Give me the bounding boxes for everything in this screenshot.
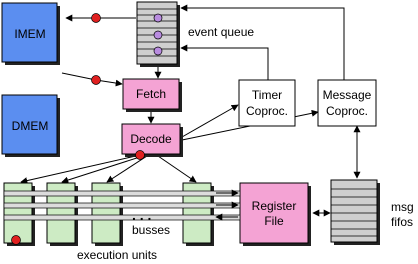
decode-label: Decode: [130, 132, 172, 146]
event-queue-label: event queue: [188, 25, 255, 39]
message-label-line2: Coproc.: [325, 104, 369, 118]
decode-to-unit4-arrow: [158, 156, 196, 182]
regfile-label-line2: File: [264, 214, 284, 228]
fetch-label: Fetch: [135, 87, 167, 101]
decode-to-timer-arrow: [182, 105, 238, 137]
imem-label: IMEM: [14, 27, 46, 41]
red-dot: [136, 151, 145, 160]
msg-fifos-label-line1: msg: [391, 200, 414, 214]
queue-event-dot: [154, 47, 162, 55]
message-coproc-block: [318, 80, 376, 126]
decode-to-unit2-arrow: [62, 156, 143, 182]
red-dot: [92, 14, 101, 23]
red-dot: [12, 236, 21, 245]
queue-event-dot: [154, 14, 162, 22]
red-dot: [92, 76, 101, 85]
queue-event-dot: [154, 31, 162, 39]
execution-units-label: execution units: [77, 248, 158, 262]
imem-block: [2, 3, 60, 65]
dmem-label: DMEM: [11, 119, 49, 133]
dmem-block: [2, 95, 60, 157]
msg-fifos-label-line2: fifos: [391, 215, 414, 229]
timer-to-queue-arrow: [181, 48, 268, 80]
timer-label-line2: Coproc.: [245, 104, 289, 118]
regfile-label-line1: Register: [251, 199, 297, 213]
event-queue: [137, 2, 180, 67]
timer-label-line1: Timer: [251, 88, 283, 102]
register-file-block: [240, 183, 311, 246]
decode-to-unit1-arrow: [21, 155, 140, 182]
timer-coproc-block: [239, 80, 295, 126]
msg-fifos: [331, 180, 380, 245]
decode-to-unit3-arrow: [107, 156, 147, 182]
bus-line: [4, 215, 240, 220]
ellipsis-label: . . .: [132, 207, 152, 223]
fetch-block: [123, 79, 182, 112]
busses-label: busses: [132, 223, 171, 237]
message-label-line1: Message: [322, 88, 372, 102]
message-to-queue-arrow: [181, 8, 344, 80]
decode-block: [122, 124, 183, 157]
bus-line: [4, 191, 240, 196]
busses: [4, 191, 240, 220]
bus-line: [4, 203, 240, 208]
